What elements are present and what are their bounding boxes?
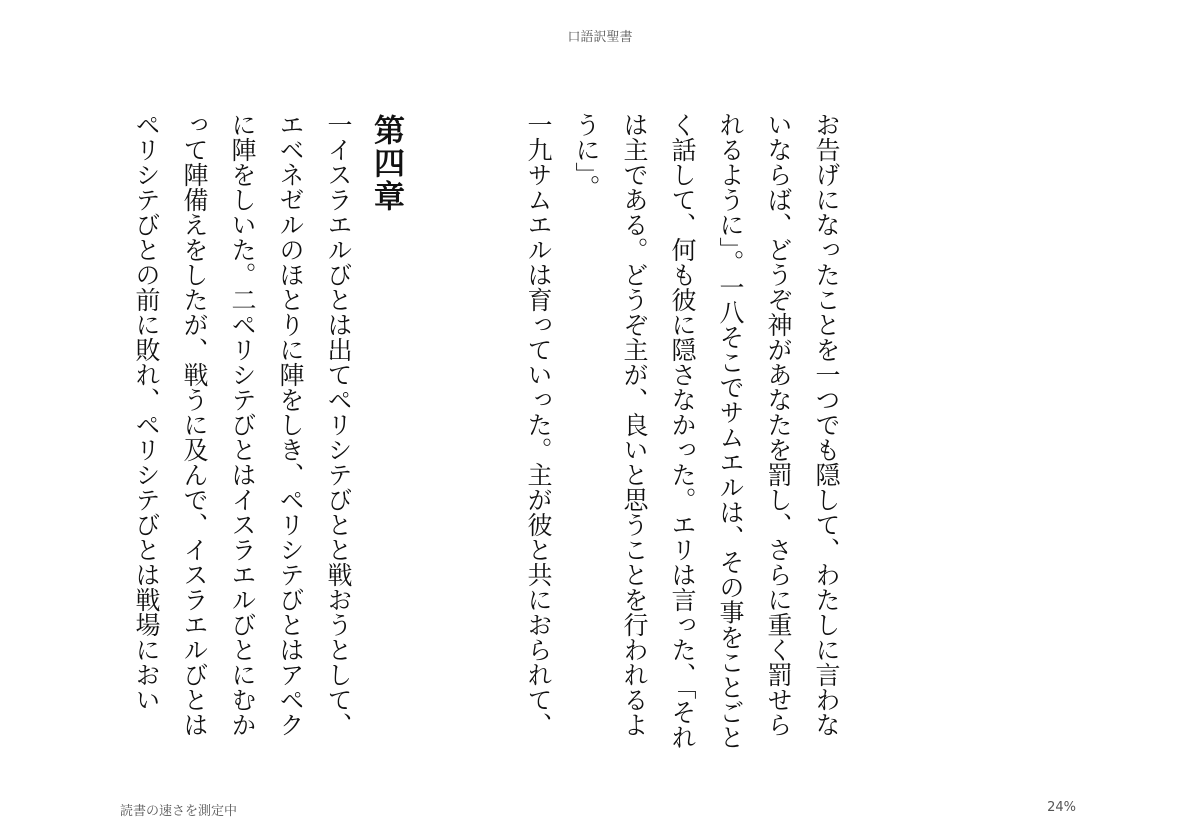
- left-page-text: [120, 112, 410, 752]
- paragraph: 一九サムエルは育っていった。主が彼と共におられて、: [524, 112, 553, 737]
- paragraph: お告げになったことを一つでも隠して、わたしに言わないならば、どうぞ神があなたを罰し、さらに重く罰せられるように」。一八そこでサムエルは、その事をことごとく話して、何も彼に隠さなかった。エリは言った、「それは主である。どうぞ主が、良いと思うことを行われるように」。: [572, 112, 841, 750]
- reading-progress: 24%: [1047, 800, 1076, 815]
- reading-speed-status: 読書の速さを測定中: [120, 804, 238, 819]
- chapter-heading: 第四章: [368, 114, 404, 213]
- right-page-text: [520, 112, 850, 752]
- paragraph: 一イスラエルびとは出てペリシテびとと戦おうとして、エベネゼルのほとりに陣をしき、ペリシテびとはアペクに陣をしいた。二ペリシテびとはイスラエルびとにむかって陣備えをしたが、戦うに及んで、イスラエルびとはペリシテびとの前に敗れ、ペリシテびとは戦場におい: [132, 112, 353, 737]
- book-title: 口語訳聖書: [567, 30, 633, 45]
